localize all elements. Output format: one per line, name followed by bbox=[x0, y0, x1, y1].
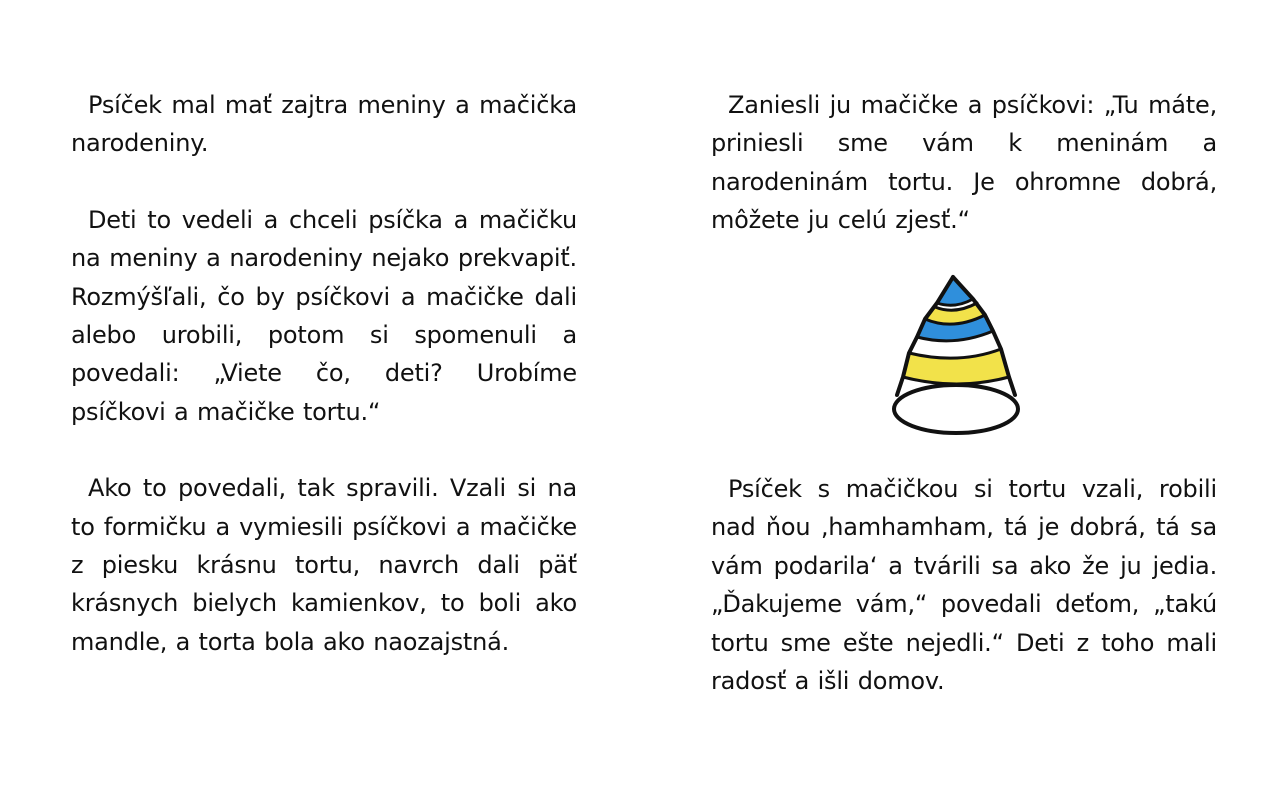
cake-icon bbox=[889, 273, 1025, 441]
paragraph-5: Psíček s mačičkou si tortu vzali, robili nad ňou ‚hamhamham, tá je dobrá, tá sa vám podarila‘ a tvárili sa ako že ju jedia. „Ďakujeme vám,“ povedali deťom, „takú tortu sme ešte nejedli.“ Deti z toho mali radosť a išli domov. bbox=[711, 475, 1217, 696]
left-page bbox=[71, 86, 577, 661]
paragraph-2: Deti to vedeli a chceli psíčka a mačičku na meniny a narodeniny nejako prekvapiť. Rozmýšľali, čo by psíčkovi a mačičke dali alebo urobili, potom si spomenuli a povedali: „Viete čo, deti? Urobíme psíčkovi a mačičke tortu.“ bbox=[71, 205, 577, 426]
paragraph-4: Zaniesli ju mačičke a psíčkovi: „Tu máte, priniesli sme vám k meninám a narodeninám tortu. Je ohromne dobrá, môžete ju celú zjesť.“ bbox=[711, 91, 1217, 235]
paragraph-3: Ako to povedali, tak spravili. Vzali si na to formičku a vymiesili psíčkovi a mačičke z piesku krásnu tortu, navrch dali päť krásnych bielych kamienkov, to boli ako mandle, a torta bola ako naozajstná. bbox=[71, 474, 577, 656]
paragraph-1: Psíček mal mať zajtra meniny a mačička narodeniny. bbox=[71, 91, 577, 158]
cake-illustration bbox=[889, 273, 1025, 441]
right-page bbox=[711, 86, 1217, 696]
